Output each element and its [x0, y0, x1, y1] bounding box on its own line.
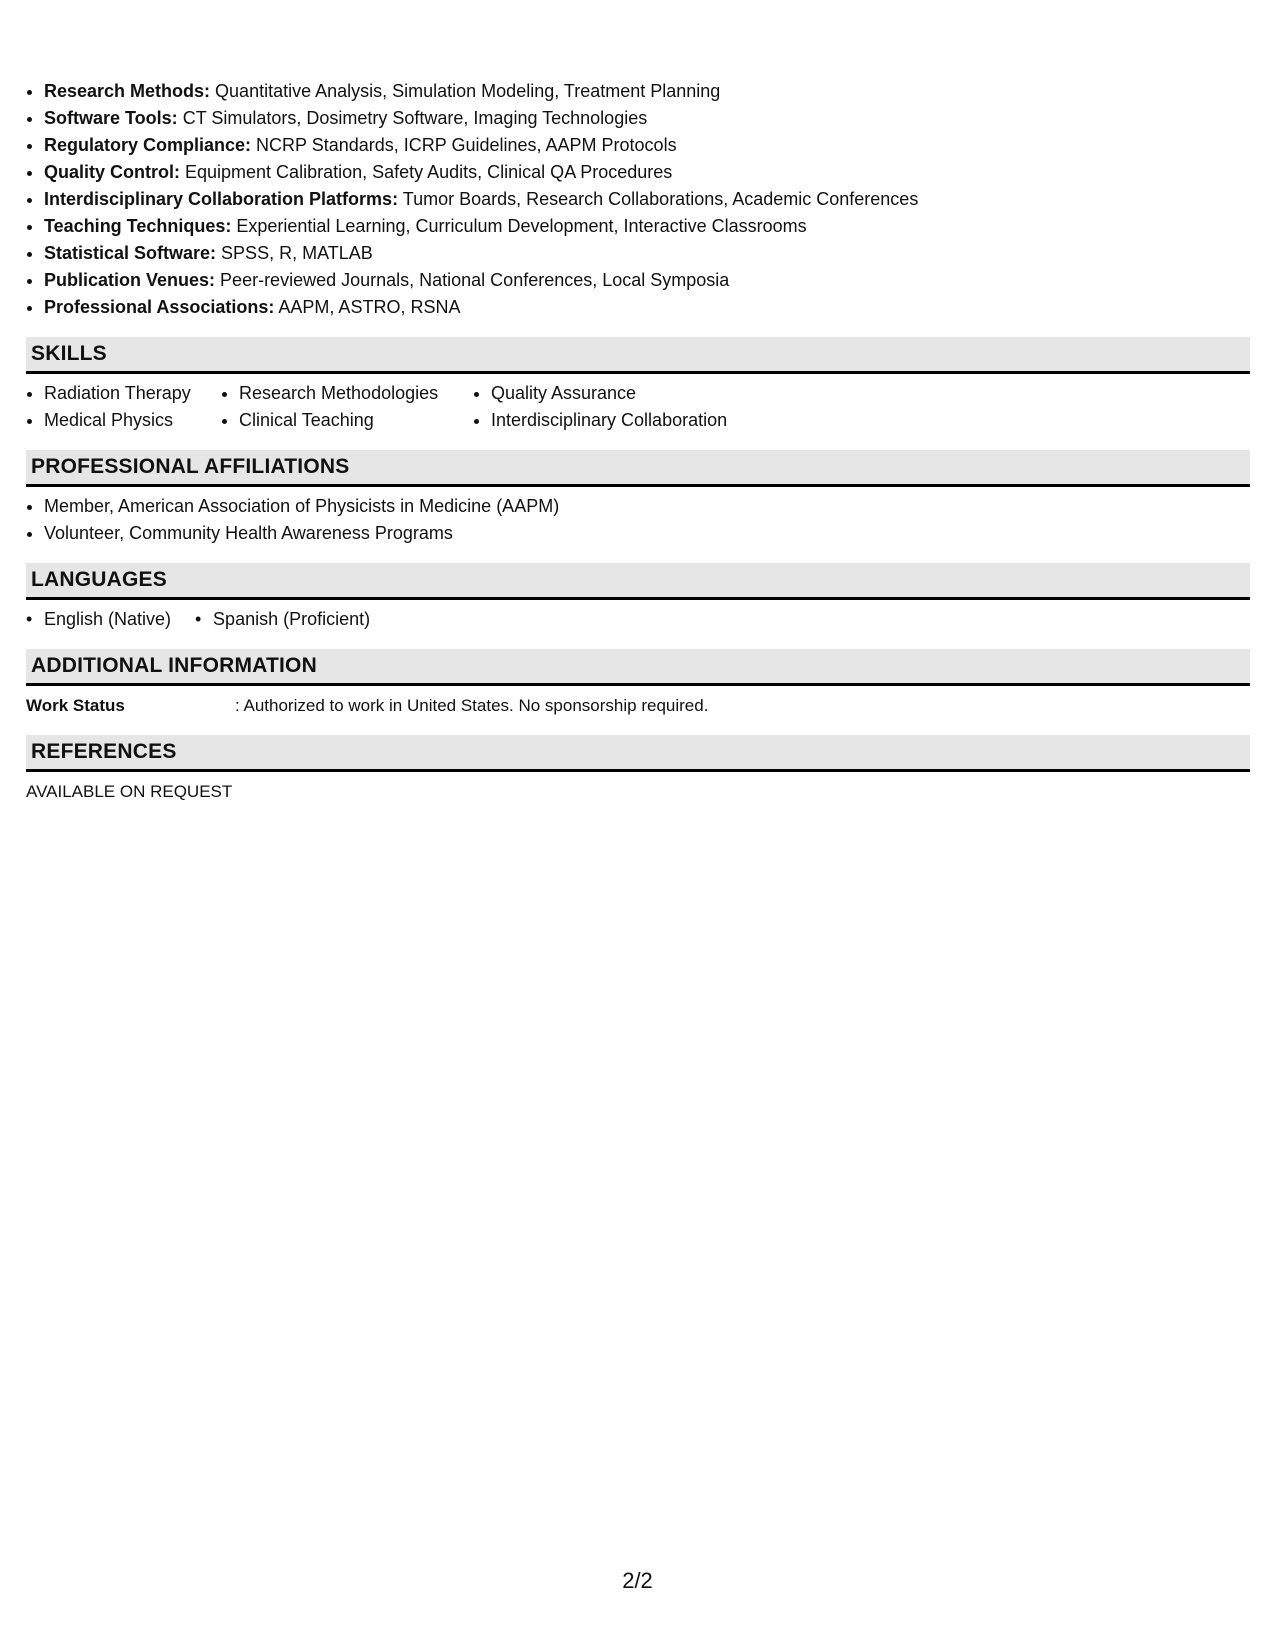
item-label: Software Tools:	[44, 108, 178, 128]
item-value: Equipment Calibration, Safety Audits, Clinical QA Procedures	[180, 162, 673, 182]
skill-item: • Clinical Teaching	[239, 407, 473, 434]
section-heading: PROFESSIONAL AFFILIATIONS	[26, 450, 1250, 487]
item-label: Research Methods:	[44, 81, 211, 101]
section-heading: REFERENCES	[26, 735, 1250, 772]
list-item	[44, 267, 1250, 294]
languages-section	[26, 563, 1250, 633]
skills-section	[26, 337, 1250, 434]
skill-item: • Research Methodologies	[239, 380, 473, 407]
affiliations-section	[26, 450, 1250, 547]
skill-item: • Medical Physics	[44, 407, 221, 434]
item-value: NCRP Standards, ICRP Guidelines, AAPM Protocols	[251, 135, 677, 155]
section-heading: LANGUAGES	[26, 563, 1250, 600]
item-label: Interdisciplinary Collaboration Platforms:	[44, 189, 399, 209]
skills-column	[221, 380, 473, 434]
list-item	[44, 294, 1250, 321]
affiliations-list	[26, 493, 1250, 547]
skills-column	[473, 380, 811, 434]
list-item: • Member, American Association of Physicists in Medicine (AAPM)	[44, 493, 1250, 520]
item-label: Statistical Software:	[44, 243, 217, 263]
resume-page	[26, 78, 1250, 805]
list-item	[44, 132, 1250, 159]
item-value: Quantitative Analysis, Simulation Modeling, Treatment Planning	[210, 81, 721, 101]
work-status-label: Work Status	[26, 696, 125, 715]
skill-item: • Quality Assurance	[491, 380, 811, 407]
item-value: CT Simulators, Dosimetry Software, Imaging Technologies	[177, 108, 648, 128]
list-item	[44, 240, 1250, 267]
list-item	[44, 186, 1250, 213]
tools-list	[26, 78, 1250, 321]
item-value: AAPM, ASTRO, RSNA	[274, 297, 461, 317]
work-status-value: : Authorized to work in United States. No sponsorship required.	[235, 696, 709, 715]
language-item: • Spanish (Proficient)	[195, 606, 370, 633]
section-heading: ADDITIONAL INFORMATION	[26, 649, 1250, 686]
skill-item: • Radiation Therapy	[44, 380, 221, 407]
list-item	[44, 105, 1250, 132]
item-label: Regulatory Compliance:	[44, 135, 252, 155]
item-value: Experiential Learning, Curriculum Development, Interactive Classrooms	[231, 216, 807, 236]
item-value: Peer-reviewed Journals, National Conferences, Local Symposia	[215, 270, 730, 290]
item-label: Quality Control:	[44, 162, 180, 182]
languages-list	[26, 606, 1250, 633]
list-item	[44, 78, 1250, 105]
item-value: Tumor Boards, Research Collaborations, Academic Conferences	[398, 189, 919, 209]
item-label: Publication Venues:	[44, 270, 216, 290]
item-label: Professional Associations:	[44, 297, 275, 317]
item-label: Teaching Techniques:	[44, 216, 232, 236]
list-item	[44, 159, 1250, 186]
page-number: 2/2	[622, 1568, 653, 1593]
additional-info-section	[26, 649, 1250, 719]
skills-column	[26, 380, 221, 434]
item-value: SPSS, R, MATLAB	[216, 243, 373, 263]
list-item: • Volunteer, Community Health Awareness Programs	[44, 520, 1250, 547]
references-section	[26, 735, 1250, 805]
skill-item: • Interdisciplinary Collaboration	[491, 407, 811, 434]
work-status-row	[26, 692, 1250, 719]
skills-columns	[26, 380, 1250, 434]
section-heading: SKILLS	[26, 337, 1250, 374]
language-item: • English (Native)	[26, 606, 171, 633]
list-item	[44, 213, 1250, 240]
references-text: AVAILABLE ON REQUEST	[26, 782, 233, 801]
